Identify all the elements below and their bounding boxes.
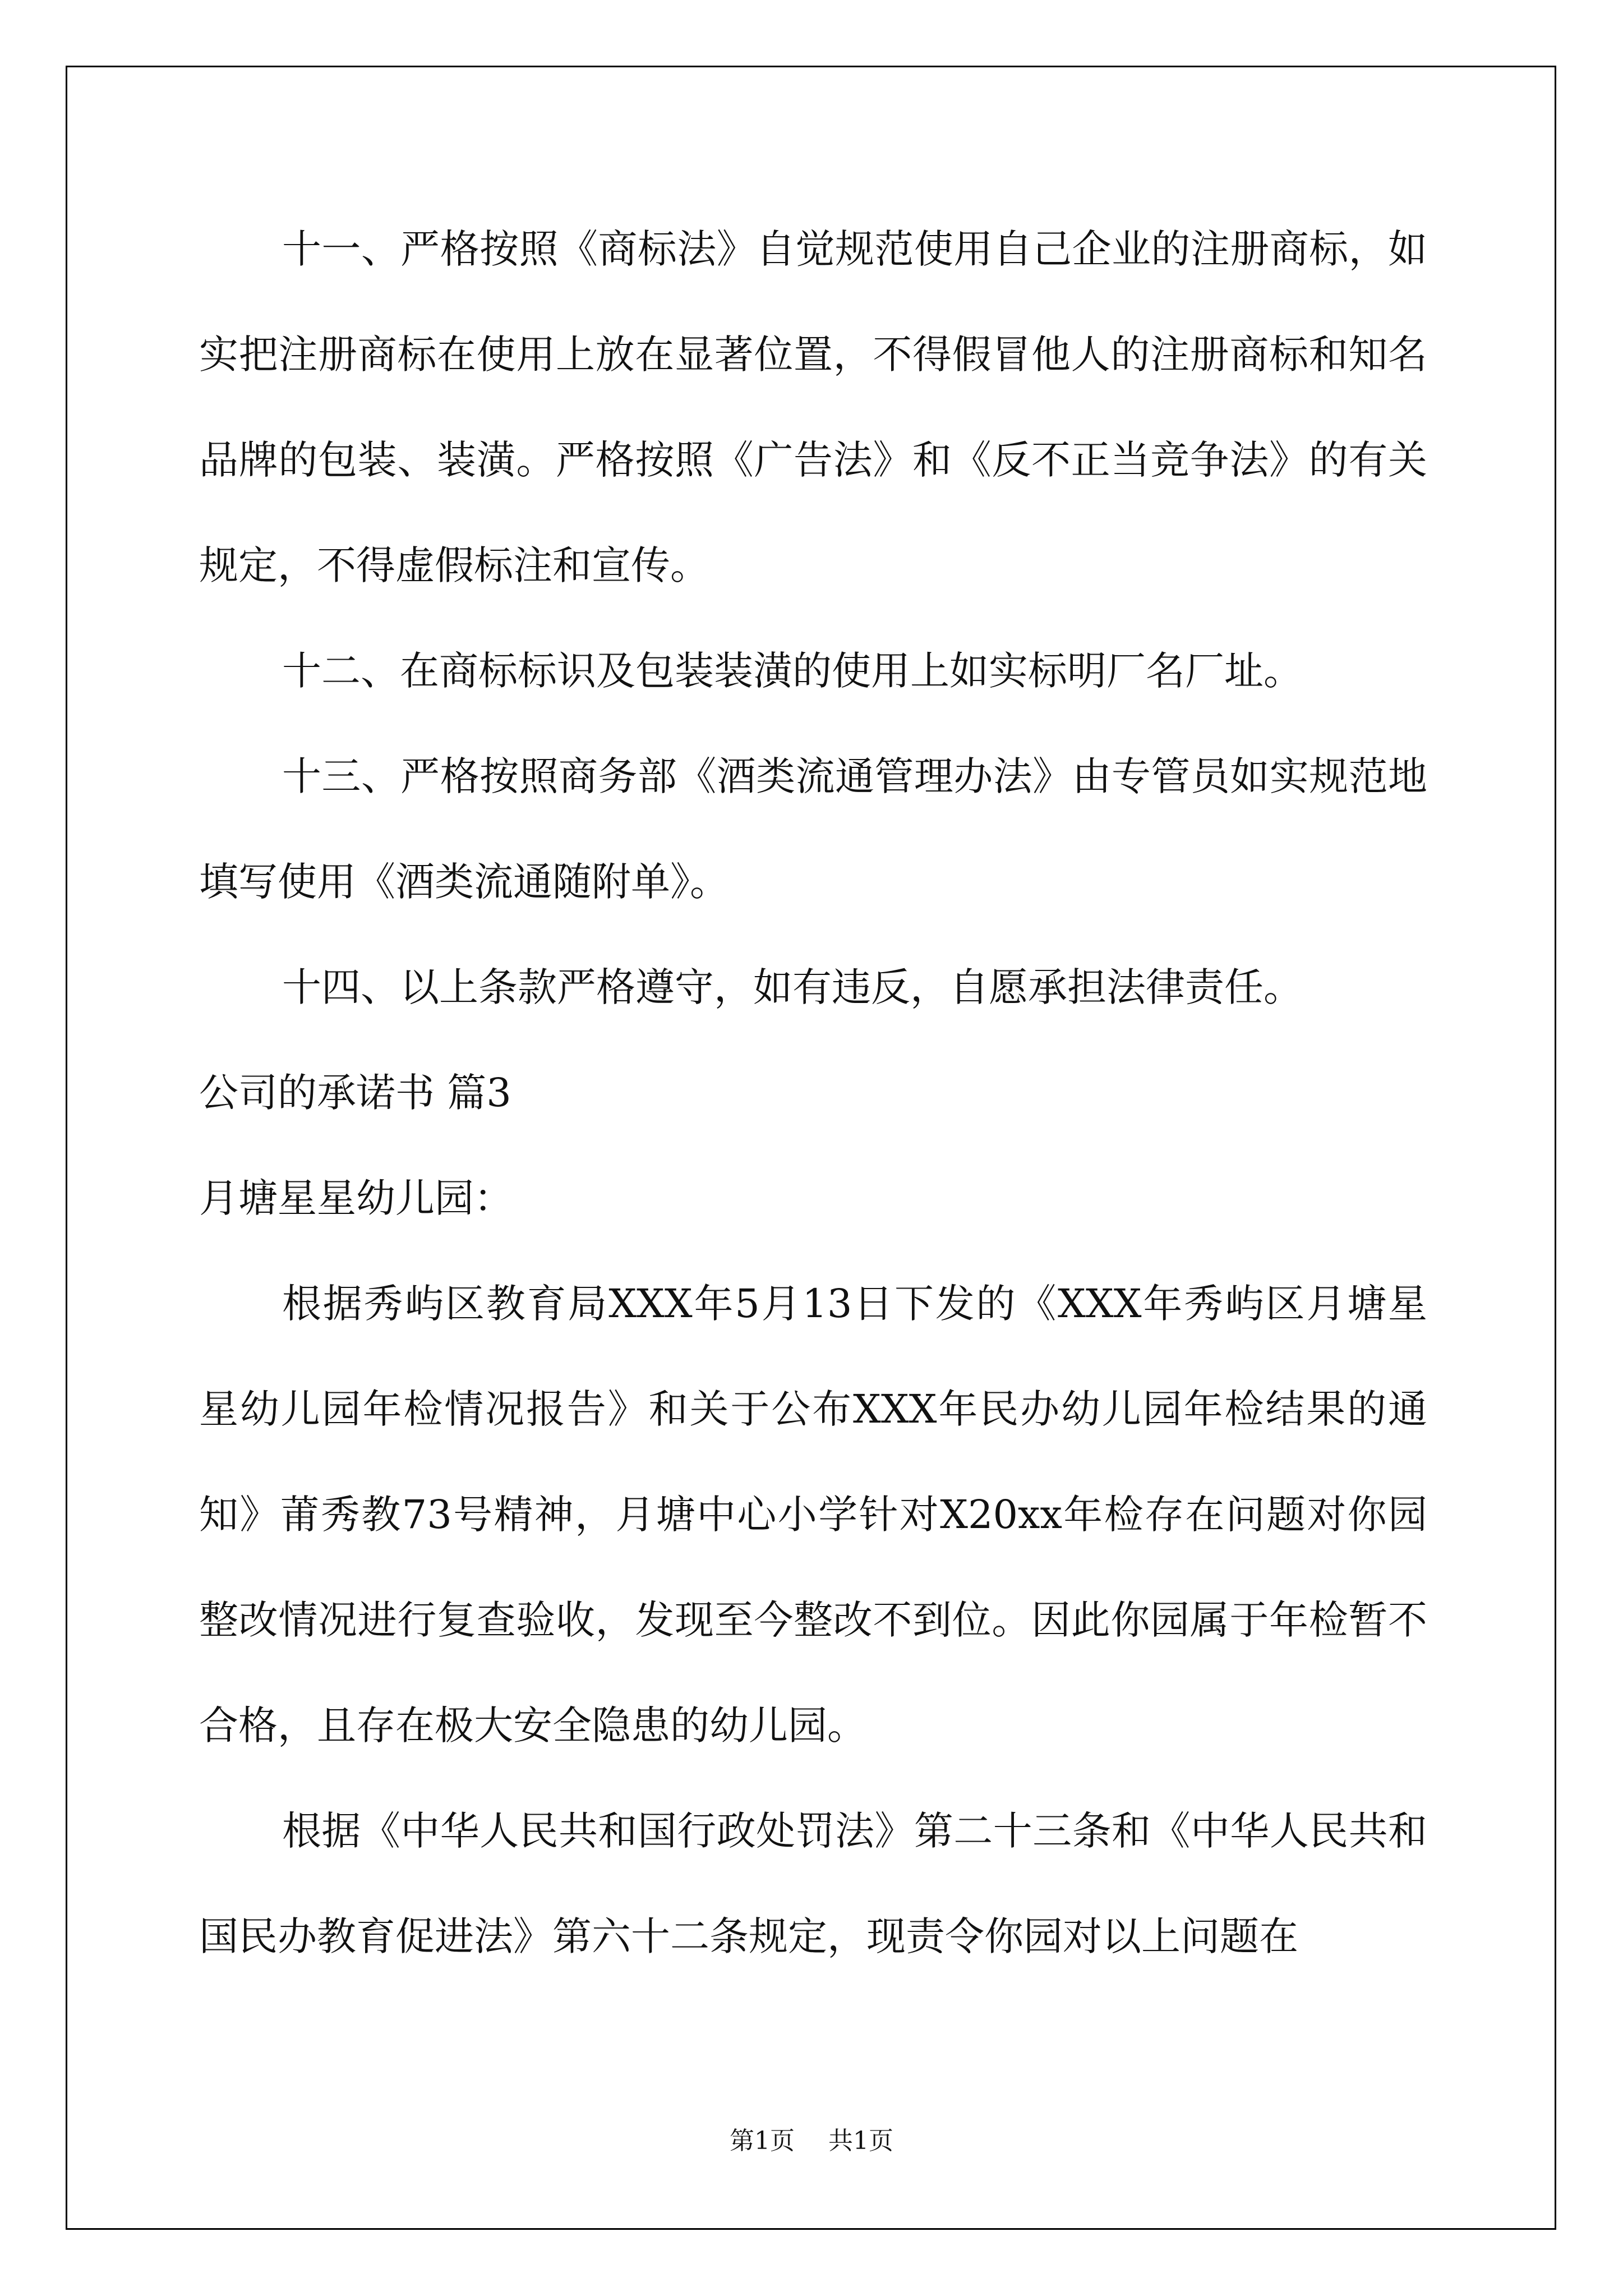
page-footer [0, 2120, 1623, 2156]
page-number: 第1页 [730, 2127, 795, 2155]
paragraph-clause-12: 十二、在商标标识及包装装潢的使用上如实标明厂名厂址。 [282, 648, 1303, 694]
salutation: 月塘星星幼儿园： [199, 1175, 513, 1221]
section-heading: 公司的承诺书 篇3 [199, 1070, 511, 1116]
paragraph-clause-14: 十四、以上条款严格遵守，如有违反，自愿承担法律责任。 [282, 964, 1303, 1010]
page-total: 共1页 [828, 2127, 893, 2155]
paragraph-clause-11: 十一、严格按照《商标法》自觉规范使用自己企业的注册商标，如实把注册商标在使用上放在显著位置，不得假冒他人的注册商标和知名品牌的包装、装潢。严格按照《广告法》和《反不正当竞争法》的有关规定，不得虚假标注和宣传。 [199, 226, 1427, 588]
paragraph-notice-body: 根据秀屿区教育局XXX年5月13日下发的《XXX年秀屿区月塘星星幼儿园年检情况报告》和关于公布XXX年民办幼儿园年检结果的通知》莆秀教73号精神，月塘中心小学针对X20xx年检存在问题对你园整改情况进行复查验收，发现至今整改不到位。因此你园属于年检暂不合格，且存在极大安全隐患的幼儿园。 [199, 1281, 1427, 1749]
paragraph-legal-basis: 根据《中华人民共和国行政处罚法》第二十三条和《中华人民共和国民办教育促进法》第六十二条规定，现责令你园对以上问题在 [199, 1808, 1427, 1959]
paragraph-clause-13: 十三、严格按照商务部《酒类流通管理办法》由专管员如实规范地填写使用《酒类流通随附单》。 [199, 753, 1427, 905]
document-body [199, 196, 1427, 1989]
